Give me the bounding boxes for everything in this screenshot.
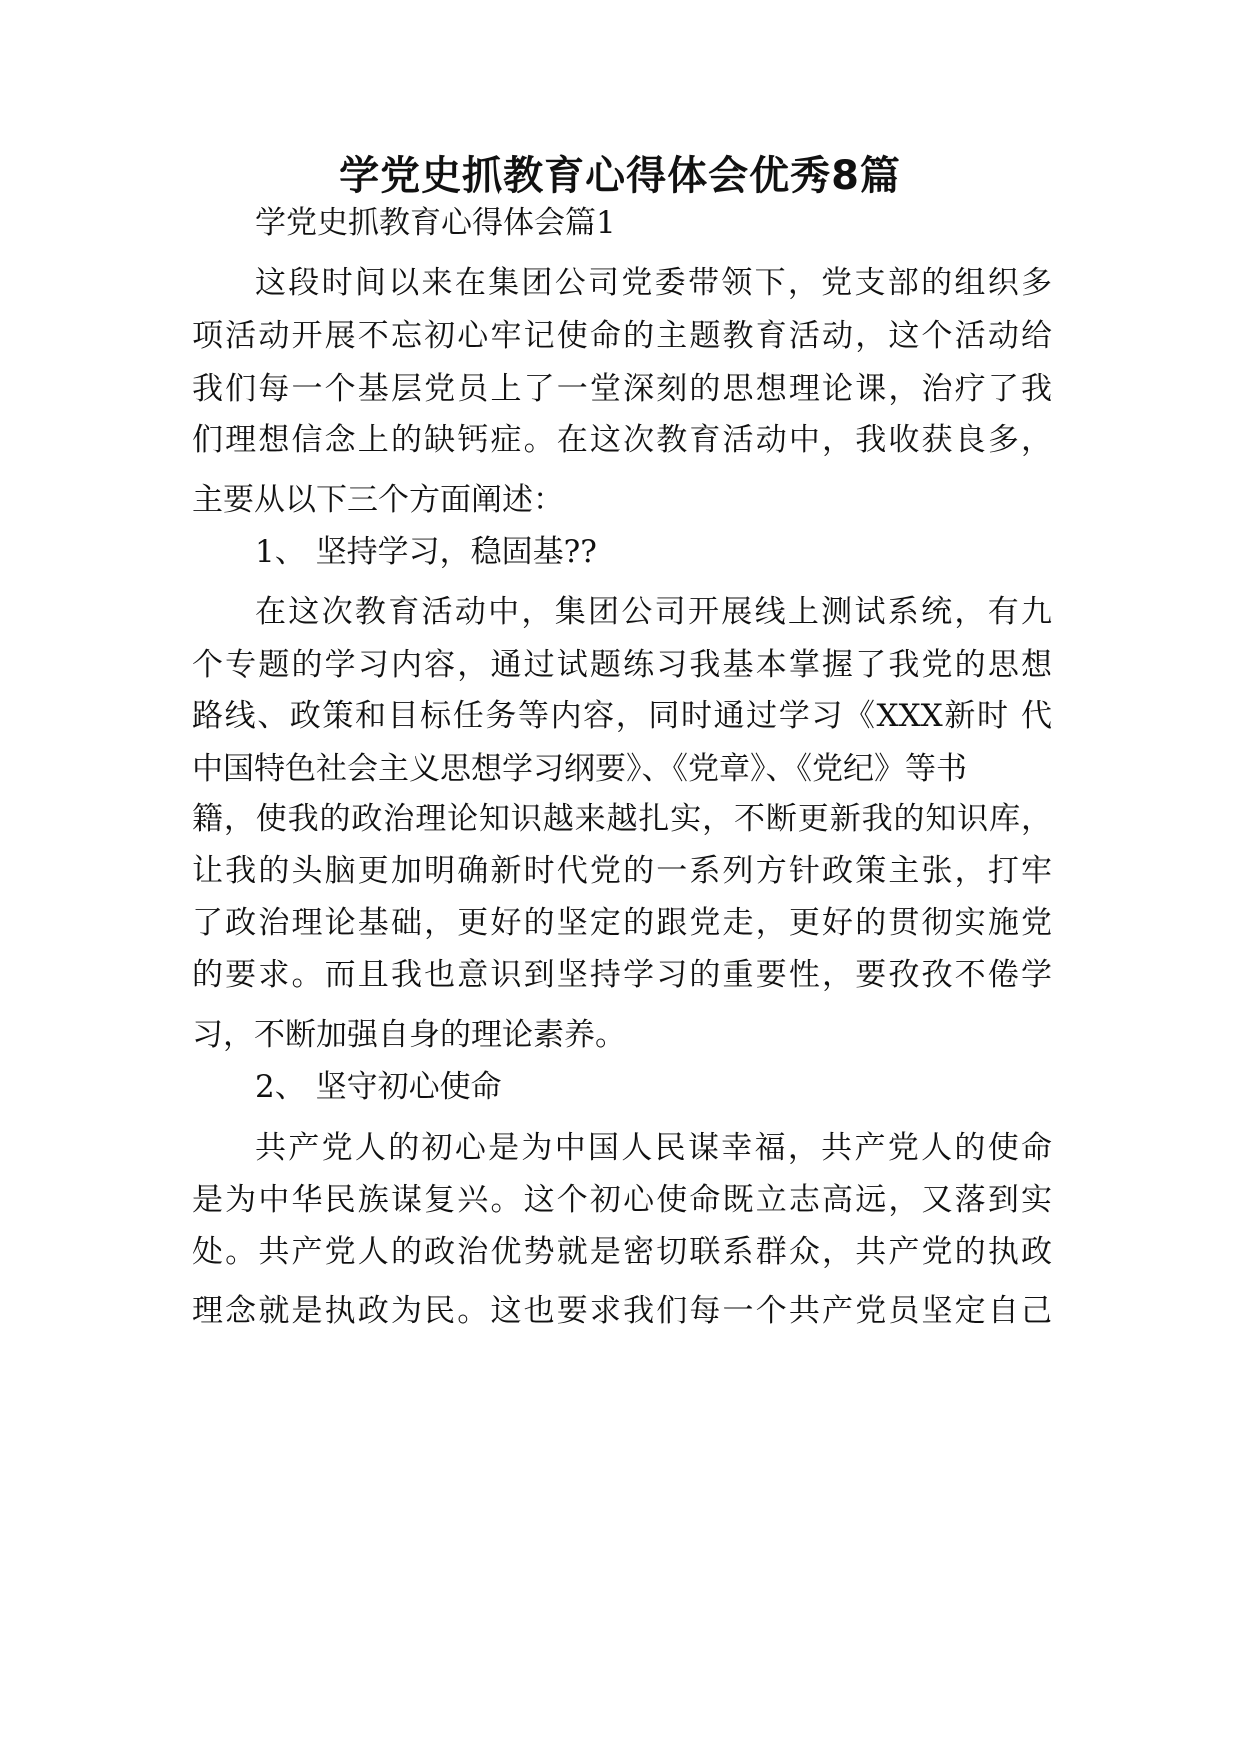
paragraph-line: 我们每一个基层党员上了一堂深刻的思想理论课，治疗了我	[192, 371, 1052, 407]
paragraph-line: 理念就是执政为民。这也要求我们每一个共产党员坚定自己	[192, 1293, 1052, 1329]
paragraph-line: 共产党人的初心是为中国人民谋幸福，共产党人的使命	[255, 1130, 1052, 1166]
paragraph-line: 项活动开展不忘初心牢记使命的主题教育活动，这个活动给	[192, 318, 1052, 354]
paragraph-line: 们理想信念上的缺钙症。在这次教育活动中，我收获良多，	[192, 422, 1052, 458]
numbered-heading: 2、 坚守初心使命	[255, 1069, 502, 1105]
section-heading: 学党史抓教育心得体会篇1	[255, 205, 616, 241]
paragraph-line: 在这次教育活动中，集团公司开展线上测试系统，有九	[255, 594, 1052, 630]
paragraph-line: 主要从以下三个方面阐述：	[192, 482, 564, 518]
paragraph-line: 了政治理论基础，更好的坚定的跟党走，更好的贯彻实施党	[192, 905, 1052, 941]
paragraph-line: 处。共产党人的政治优势就是密切联系群众，共产党的执政	[192, 1234, 1052, 1270]
paragraph-line: 个专题的学习内容，通过试题练习我基本掌握了我党的思想	[192, 647, 1052, 683]
paragraph-line: 的要求。而且我也意识到坚持学习的重要性，要孜孜不倦学	[192, 957, 1052, 993]
paragraph-line: 习，不断加强自身的理论素养。	[192, 1017, 626, 1053]
paragraph-line: 籍，使我的政治理论知识越来越扎实，不断更新我的知识库，	[192, 801, 1052, 837]
document-title: 学党史抓教育心得体会优秀8篇	[339, 153, 901, 199]
numbered-heading: 1、 坚持学习，稳固基??	[255, 534, 597, 570]
paragraph-line: 这段时间以来在集团公司党委带领下，党支部的组织多	[255, 265, 1052, 301]
paragraph-line: 是为中华民族谋复兴。这个初心使命既立志高远，又落到实	[192, 1182, 1052, 1218]
paragraph-line: 中国特色社会主义思想学习纲要》、《党章》、《党纪》等书	[192, 751, 967, 787]
paragraph-line: 让我的头脑更加明确新时代党的一系列方针政策主张，打牢	[192, 853, 1052, 889]
paragraph-line: 路线、政策和目标任务等内容，同时通过学习《XXX新时 代	[192, 698, 1052, 734]
